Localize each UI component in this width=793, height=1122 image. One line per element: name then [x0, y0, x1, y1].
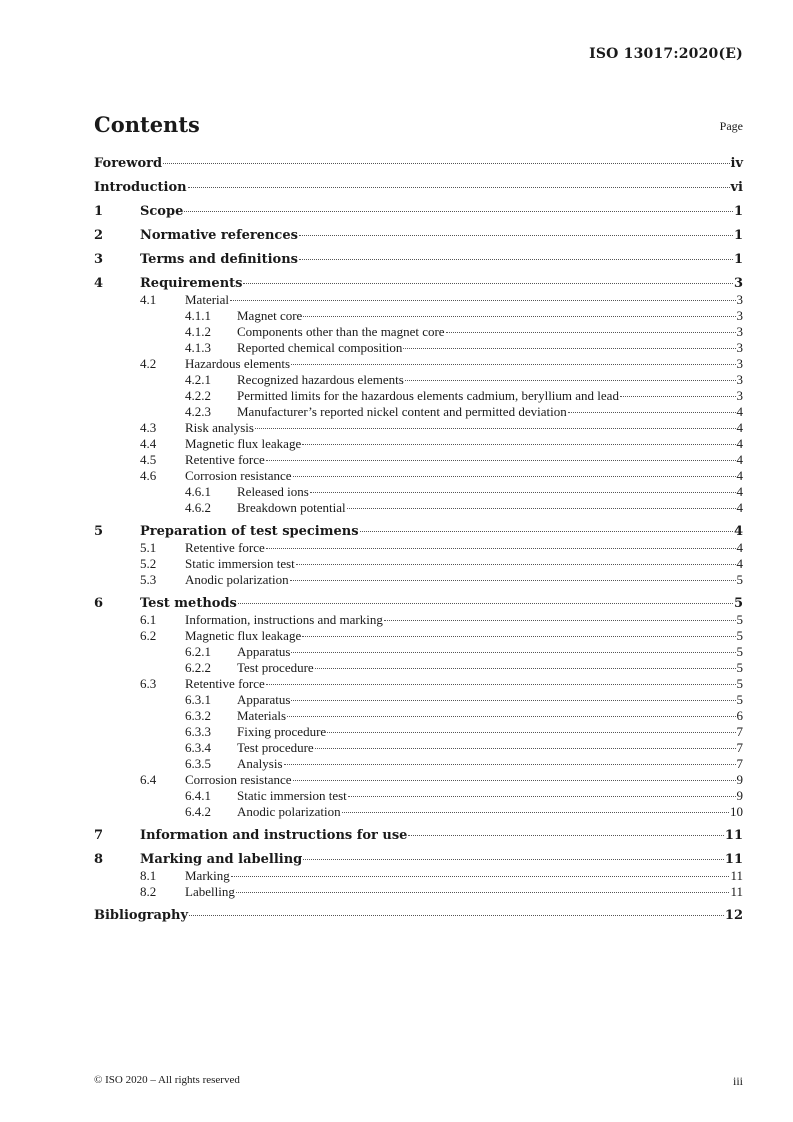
toc-entry-title: Recognized hazardous elements: [237, 372, 404, 387]
toc-entry[interactable]: [94, 572, 743, 588]
toc-entry-number: 6.3.1: [185, 692, 211, 707]
toc-entry[interactable]: [94, 827, 743, 844]
toc-entry-page: 7: [736, 740, 743, 755]
toc-entry-page: 5: [733, 596, 743, 611]
toc-entry-title: Magnet core: [237, 308, 303, 323]
toc-entry-title: Retentive force: [185, 540, 265, 555]
toc-entry-number: 4.3: [140, 420, 157, 435]
toc-dot-leader: [299, 259, 733, 260]
toc-entry-title: Test methods: [140, 596, 237, 611]
toc-entry-number: 6.3: [140, 676, 157, 691]
toc-entry-title: Fixing procedure: [237, 724, 327, 739]
toc-dot-leader: [315, 668, 736, 669]
toc-entry-title: Materials: [237, 708, 287, 723]
toc-entry[interactable]: [94, 452, 743, 468]
toc-dot-leader: [446, 332, 736, 333]
toc-entry-number: 5.1: [140, 540, 157, 555]
toc-entry[interactable]: [94, 523, 743, 540]
toc-entry[interactable]: [94, 907, 743, 924]
toc-entry-page: 12: [724, 908, 743, 923]
toc-entry[interactable]: [94, 676, 743, 692]
toc-entry-page: 3: [736, 292, 743, 307]
toc-entry-title: Introduction: [94, 180, 187, 195]
toc-entry[interactable]: [94, 851, 743, 868]
toc-entry-title: Foreword: [94, 156, 163, 171]
toc-dot-leader: [188, 187, 730, 188]
toc-dot-leader: [266, 684, 736, 685]
toc-dot-leader: [620, 396, 736, 397]
toc-dot-leader: [303, 859, 724, 860]
toc-entry-number: 4.1: [140, 292, 157, 307]
toc-entry[interactable]: [94, 179, 743, 196]
toc-entry[interactable]: [94, 275, 743, 292]
toc-entry-title: Scope: [140, 204, 184, 219]
toc-entry[interactable]: [94, 484, 743, 500]
toc-entry[interactable]: [94, 595, 743, 612]
toc-dot-leader: [568, 412, 736, 413]
table-of-contents: [94, 155, 743, 924]
toc-dot-leader: [189, 915, 724, 916]
toc-dot-leader: [348, 796, 736, 797]
toc-entry-page: 5: [736, 628, 743, 643]
toc-entry-number: 6.1: [140, 612, 157, 627]
toc-entry-number: 2: [94, 228, 104, 243]
toc-entry-title: Normative references: [140, 228, 298, 243]
toc-dot-leader: [291, 700, 735, 701]
toc-entry-title: Magnetic flux leakage: [185, 628, 302, 643]
toc-entry[interactable]: [94, 692, 743, 708]
toc-entry[interactable]: [94, 372, 743, 388]
toc-entry-page: 3: [736, 372, 743, 387]
toc-entry-page: 4: [736, 468, 743, 483]
toc-entry[interactable]: [94, 612, 743, 628]
toc-entry-page: 4: [736, 436, 743, 451]
toc-dot-leader: [284, 764, 736, 765]
toc-entry-page: 11: [724, 828, 743, 843]
toc-dot-leader: [302, 636, 735, 637]
toc-entry-page: vi: [730, 180, 743, 195]
toc-entry-title: Released ions: [237, 484, 309, 499]
toc-entry-title: Static immersion test: [185, 556, 295, 571]
toc-entry[interactable]: [94, 340, 743, 356]
toc-entry[interactable]: [94, 644, 743, 660]
toc-entry-page: 11: [730, 868, 743, 883]
toc-entry[interactable]: [94, 868, 743, 884]
toc-dot-leader: [293, 780, 736, 781]
toc-entry[interactable]: [94, 388, 743, 404]
toc-entry-page: 3: [736, 356, 743, 371]
toc-entry[interactable]: [94, 804, 743, 820]
toc-entry-title: Corrosion resistance: [185, 772, 292, 787]
toc-entry-page: 9: [736, 788, 743, 803]
toc-entry-number: 5: [94, 524, 104, 539]
toc-entry-number: 4.6.2: [185, 500, 211, 515]
toc-entry-page: 4: [733, 524, 743, 539]
toc-entry[interactable]: [94, 203, 743, 220]
toc-dot-leader: [230, 300, 735, 301]
toc-entry-number: 4.5: [140, 452, 157, 467]
toc-entry-page: 3: [736, 308, 743, 323]
toc-entry-title: Breakdown potential: [237, 500, 346, 515]
toc-entry[interactable]: [94, 468, 743, 484]
toc-dot-leader: [184, 211, 733, 212]
toc-dot-leader: [236, 892, 730, 893]
toc-dot-leader: [296, 564, 736, 565]
toc-entry-page: 5: [736, 676, 743, 691]
toc-entry-title: Apparatus: [237, 692, 291, 707]
toc-entry-number: 4.1.2: [185, 324, 211, 339]
toc-entry-title: Apparatus: [237, 644, 291, 659]
toc-entry-page: 3: [736, 324, 743, 339]
toc-dot-leader: [243, 283, 732, 284]
toc-entry[interactable]: [94, 724, 743, 740]
toc-entry-title: Risk analysis: [185, 420, 254, 435]
toc-entry-number: 6.3.5: [185, 756, 211, 771]
toc-entry-page: 11: [730, 884, 743, 899]
toc-entry-page: 4: [736, 420, 743, 435]
toc-entry[interactable]: [94, 292, 743, 308]
toc-entry-title: Retentive force: [185, 676, 265, 691]
toc-dot-leader: [266, 548, 736, 549]
page-column-label: Page: [719, 119, 743, 133]
toc-entry-number: 8.1: [140, 868, 157, 883]
toc-entry-title: Analysis: [237, 756, 283, 771]
toc-dot-leader: [327, 732, 735, 733]
toc-entry-number: 4.6.1: [185, 484, 211, 499]
toc-entry[interactable]: [94, 756, 743, 772]
toc-entry[interactable]: [94, 788, 743, 804]
toc-entry-title: Marking: [185, 868, 230, 883]
toc-entry-number: 6.4: [140, 772, 157, 787]
footer-copyright: © ISO 2020 – All rights reserved: [94, 1074, 240, 1086]
toc-entry[interactable]: [94, 740, 743, 756]
toc-entry-page: 3: [736, 340, 743, 355]
toc-entry-page: 7: [736, 724, 743, 739]
toc-entry-number: 4.1.3: [185, 340, 211, 355]
toc-entry-title: Information and instructions for use: [140, 828, 408, 843]
toc-entry[interactable]: [94, 404, 743, 420]
toc-entry-page: 5: [736, 644, 743, 659]
toc-entry-page: 4: [736, 484, 743, 499]
toc-entry-title: Information, instructions and marking: [185, 612, 383, 627]
toc-dot-leader: [291, 652, 735, 653]
toc-entry-title: Terms and definitions: [140, 252, 298, 267]
toc-entry-number: 4.6: [140, 468, 157, 483]
toc-entry-page: 1: [733, 252, 743, 267]
toc-dot-leader: [238, 603, 733, 604]
toc-entry-page: 7: [736, 756, 743, 771]
toc-entry-number: 3: [94, 252, 104, 267]
toc-entry-page: 4: [736, 452, 743, 467]
toc-entry-page: 3: [736, 388, 743, 403]
toc-dot-leader: [287, 716, 735, 717]
toc-entry-title: Test procedure: [237, 740, 314, 755]
toc-entry-title: Reported chemical composition: [237, 340, 403, 355]
toc-entry-number: 1: [94, 204, 104, 219]
toc-entry-number: 8.2: [140, 884, 157, 899]
toc-dot-leader: [303, 316, 735, 317]
toc-entry-page: 4: [736, 540, 743, 555]
toc-entry-page: 11: [724, 852, 743, 867]
toc-dot-leader: [360, 531, 733, 532]
toc-dot-leader: [255, 428, 736, 429]
toc-entry-number: 6.3.3: [185, 724, 211, 739]
toc-entry-page: 6: [736, 708, 743, 723]
toc-dot-leader: [302, 444, 735, 445]
toc-dot-leader: [293, 476, 736, 477]
toc-entry[interactable]: [94, 628, 743, 644]
toc-entry-number: 6.2.1: [185, 644, 211, 659]
toc-dot-leader: [405, 380, 736, 381]
contents-title: Contents: [94, 112, 200, 137]
toc-entry-number: 4.4: [140, 436, 157, 451]
toc-entry-page: 3: [733, 276, 743, 291]
toc-entry-number: 6.2: [140, 628, 157, 643]
toc-entry[interactable]: [94, 227, 743, 244]
toc-entry-title: Material: [185, 292, 230, 307]
toc-entry-number: 4.2.1: [185, 372, 211, 387]
toc-entry-title: Static immersion test: [237, 788, 347, 803]
toc-entry-number: 5.2: [140, 556, 157, 571]
toc-entry-number: 8: [94, 852, 104, 867]
toc-entry[interactable]: [94, 500, 743, 516]
toc-entry[interactable]: [94, 540, 743, 556]
toc-dot-leader: [310, 492, 736, 493]
toc-entry-page: 9: [736, 772, 743, 787]
toc-entry-number: 6: [94, 596, 104, 611]
toc-entry-title: Bibliography: [94, 908, 189, 923]
toc-entry-title: Retentive force: [185, 452, 265, 467]
toc-dot-leader: [408, 835, 723, 836]
toc-entry[interactable]: [94, 155, 743, 172]
toc-dot-leader: [291, 364, 735, 365]
toc-entry-title: Manufacturer’s reported nickel content and permitted deviation: [237, 404, 567, 419]
toc-entry-number: 6.4.1: [185, 788, 211, 803]
toc-dot-leader: [315, 748, 736, 749]
toc-entry-number: 5.3: [140, 572, 157, 587]
toc-entry-title: Magnetic flux leakage: [185, 436, 302, 451]
toc-entry-number: 4.2.3: [185, 404, 211, 419]
toc-entry-number: 6.4.2: [185, 804, 211, 819]
toc-entry-page: 5: [736, 692, 743, 707]
toc-entry-title: Hazardous elements: [185, 356, 291, 371]
toc-entry-number: 6.3.4: [185, 740, 211, 755]
toc-dot-leader: [163, 163, 729, 164]
toc-entry-page: 4: [736, 404, 743, 419]
toc-entry-title: Test procedure: [237, 660, 314, 675]
toc-dot-leader: [290, 580, 736, 581]
toc-entry[interactable]: [94, 308, 743, 324]
document-code: ISO 13017:2020(E): [589, 46, 743, 62]
toc-entry-title: Anodic polarization: [237, 804, 341, 819]
toc-entry[interactable]: [94, 251, 743, 268]
toc-entry-page: 5: [736, 612, 743, 627]
toc-entry-number: 4: [94, 276, 104, 291]
toc-dot-leader: [266, 460, 736, 461]
toc-entry-number: 4.2.2: [185, 388, 211, 403]
toc-dot-leader: [403, 348, 735, 349]
toc-entry-number: 4.1.1: [185, 308, 211, 323]
toc-entry-page: 10: [730, 804, 743, 819]
toc-dot-leader: [347, 508, 736, 509]
toc-entry-title: Corrosion resistance: [185, 468, 292, 483]
toc-entry[interactable]: [94, 436, 743, 452]
toc-entry-page: 4: [736, 500, 743, 515]
toc-entry[interactable]: [94, 420, 743, 436]
toc-entry-title: Preparation of test specimens: [140, 524, 359, 539]
toc-entry[interactable]: [94, 708, 743, 724]
toc-dot-leader: [384, 620, 736, 621]
toc-entry-page: 4: [736, 556, 743, 571]
toc-entry[interactable]: [94, 556, 743, 572]
toc-entry-page: 5: [736, 660, 743, 675]
toc-entry[interactable]: [94, 884, 743, 900]
toc-entry-number: 7: [94, 828, 104, 843]
toc-entry[interactable]: [94, 660, 743, 676]
toc-dot-leader: [342, 812, 729, 813]
footer-page-number: iii: [732, 1074, 743, 1088]
toc-entry-title: Requirements: [140, 276, 243, 291]
toc-entry-page: 5: [736, 572, 743, 587]
toc-entry-page: 1: [733, 228, 743, 243]
toc-entry-title: Permitted limits for the hazardous elements cadmium, beryllium and lead: [237, 388, 619, 403]
toc-entry-title: Marking and labelling: [140, 852, 303, 867]
toc-entry-number: 4.2: [140, 356, 157, 371]
toc-entry-title: Labelling: [185, 884, 235, 899]
toc-dot-leader: [299, 235, 733, 236]
toc-entry-page: iv: [730, 156, 743, 171]
toc-entry[interactable]: [94, 356, 743, 372]
toc-entry-title: Anodic polarization: [185, 572, 289, 587]
toc-entry[interactable]: [94, 772, 743, 788]
toc-dot-leader: [231, 876, 730, 877]
toc-entry-title: Components other than the magnet core: [237, 324, 445, 339]
toc-entry[interactable]: [94, 324, 743, 340]
toc-entry-number: 6.3.2: [185, 708, 211, 723]
toc-entry-number: 6.2.2: [185, 660, 211, 675]
toc-entry-page: 1: [733, 204, 743, 219]
